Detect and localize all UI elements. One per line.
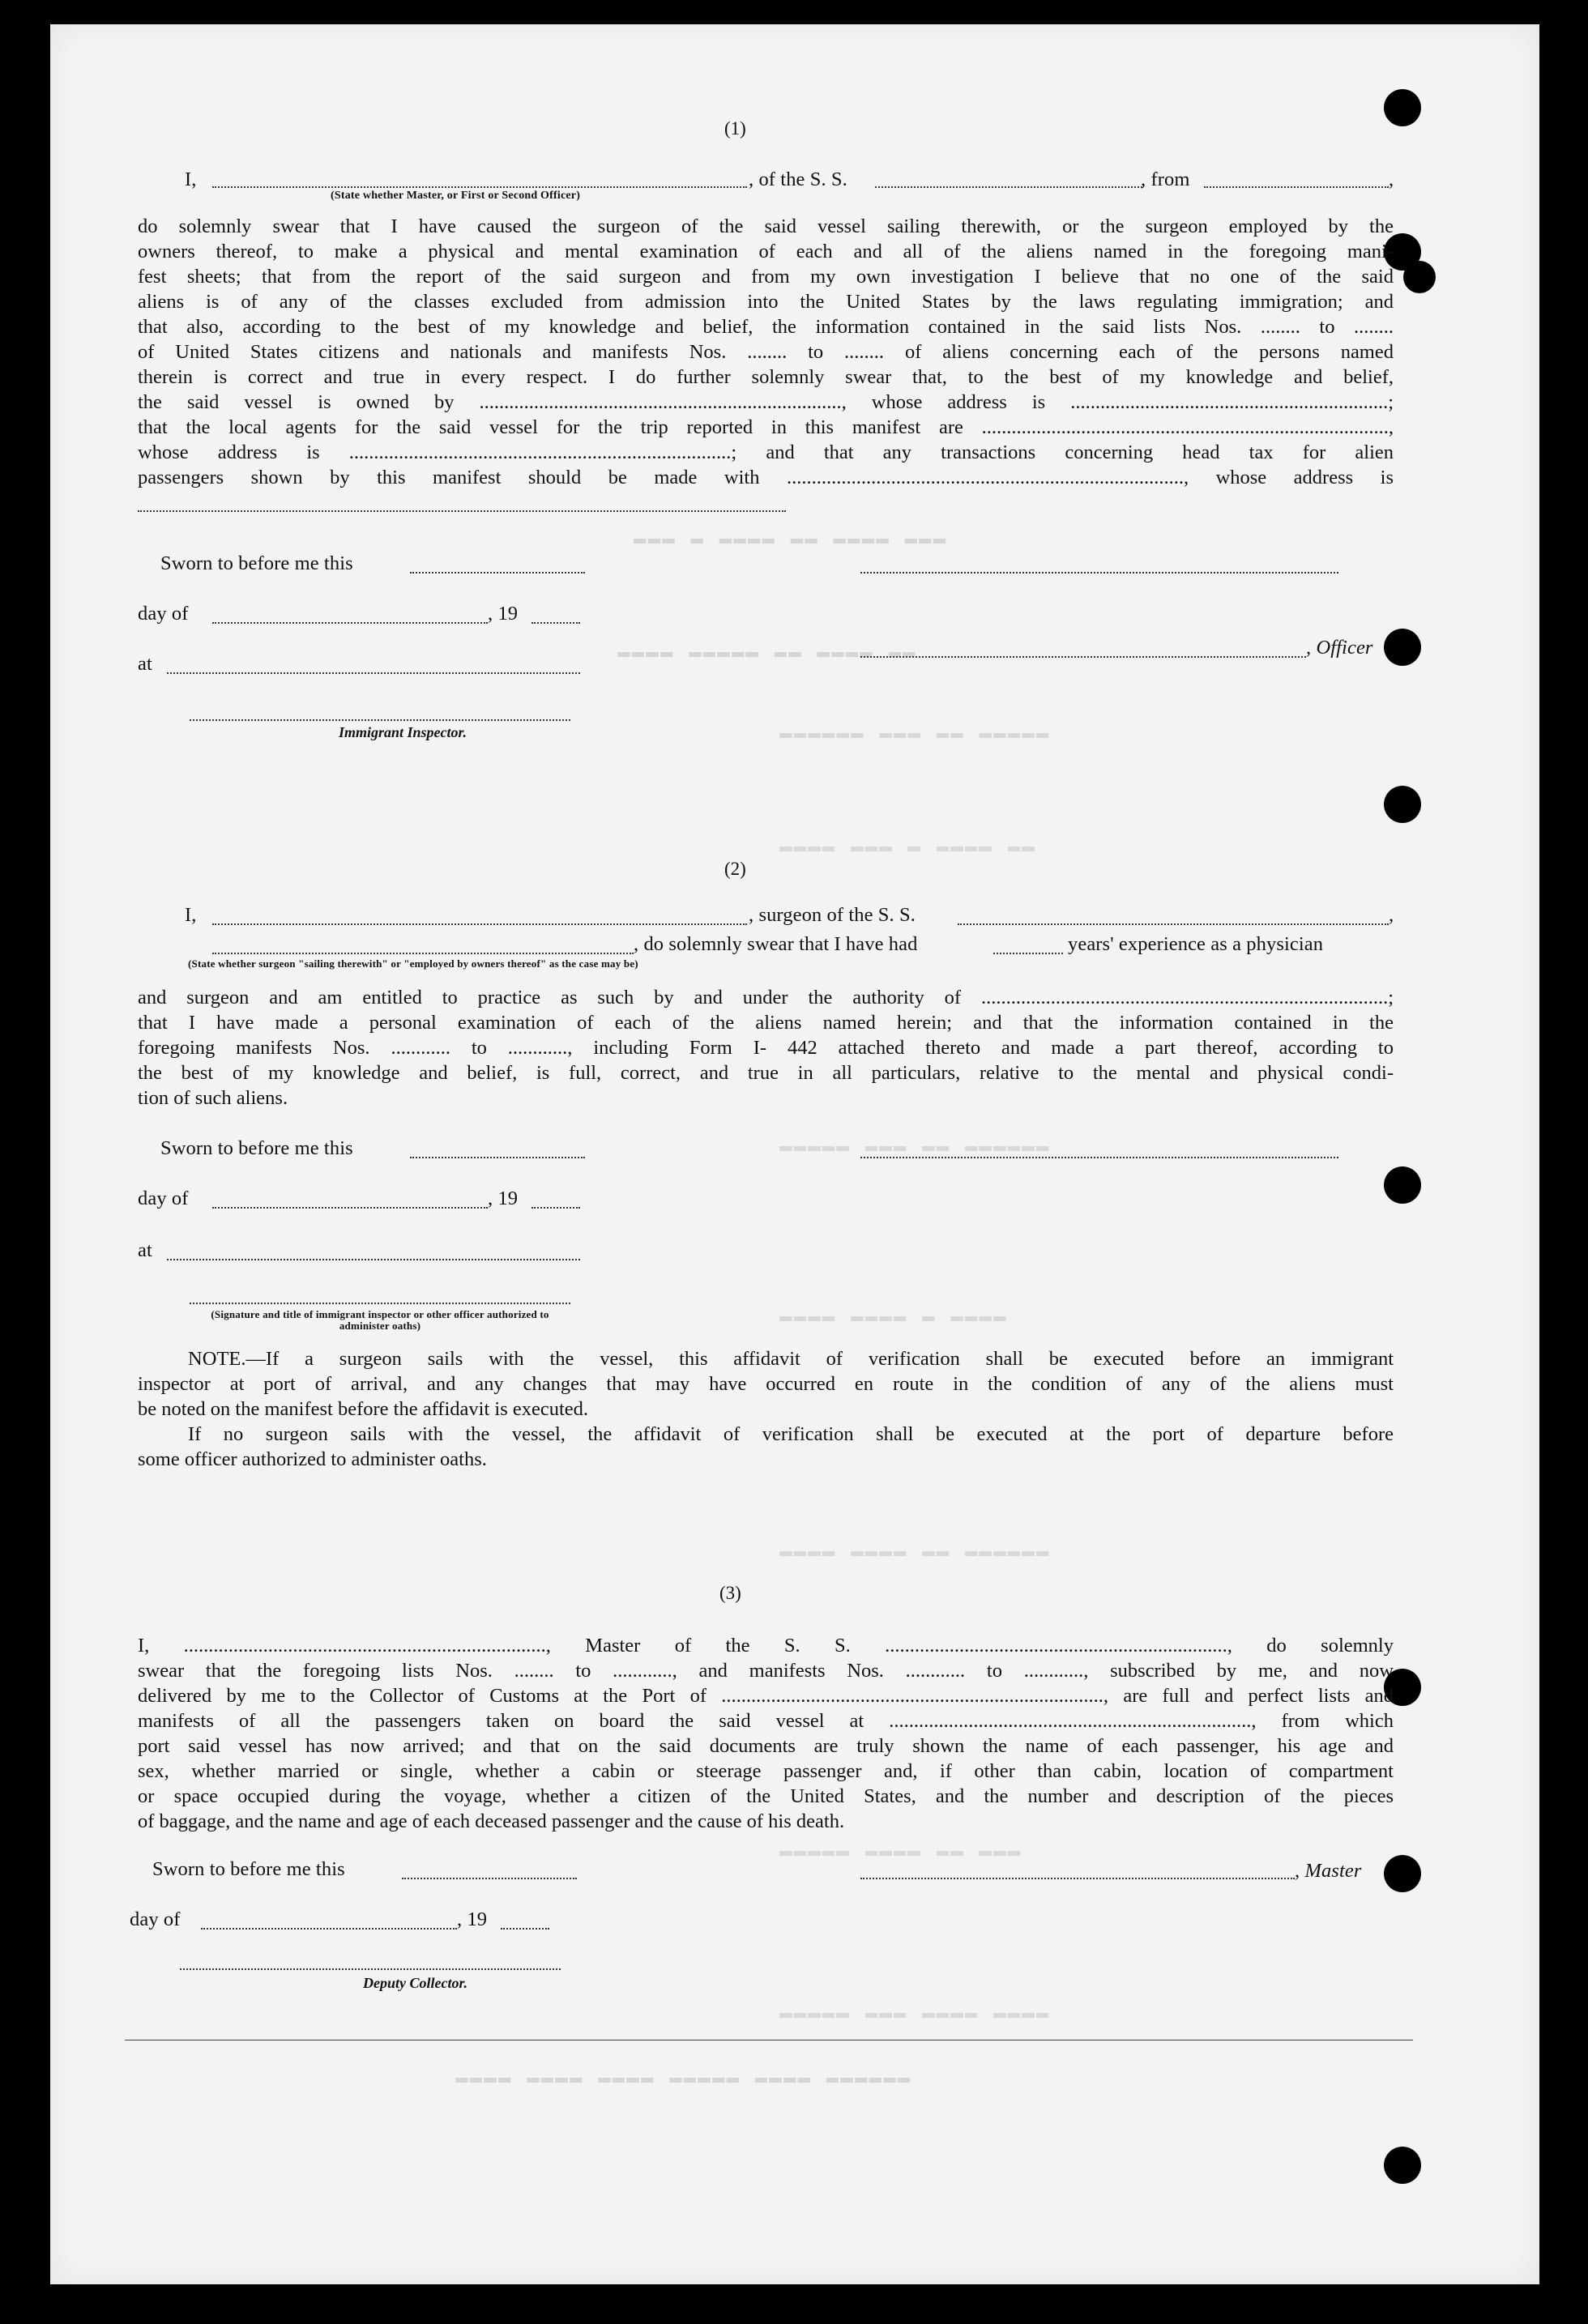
punch-hole xyxy=(1384,2147,1421,2184)
s1-body-line: of United States citizens and nationals and manifests Nos. ........ to ........ of aliens concerning each of the persons named xyxy=(138,341,1394,363)
section-3-number: (3) xyxy=(719,1583,741,1603)
s1-sworn-field[interactable] xyxy=(410,572,585,574)
section-2-number: (2) xyxy=(724,859,746,879)
s1-body-line: that the local agents for the said vessel for the trip reported in this manifest are .................................................................................., xyxy=(138,416,1394,438)
manifest-sheet: ▬▬▬ ▬ ▬▬▬▬ ▬▬ ▬▬▬▬ ▬▬▬ ▬▬▬▬ ▬▬▬▬▬ ▬▬ ▬▬▬▬ ▬▬ ▬▬▬▬▬▬ ▬▬▬ ▬▬ ▬▬▬▬▬ ▬▬▬▬ ▬▬▬ ▬ ▬▬▬▬ ▬▬ ▬▬▬▬▬ ▬▬▬ ▬▬ ▬▬▬▬▬▬ ▬▬▬▬ ▬▬▬▬ ▬ ▬▬▬▬ ▬▬▬▬ ▬▬▬▬ ▬▬ ▬▬▬▬▬▬ ▬▬▬▬▬ ▬▬▬▬ ▬▬ ▬▬▬ ▬▬▬▬▬ ▬▬▬ ▬▬▬▬ ▬▬▬▬ ▬▬▬▬ ▬▬▬▬ ▬▬▬▬ ▬▬▬▬▬ ▬▬▬▬ ▬▬▬▬▬▬ (1) I, , of the S. S. , from , (State whether Master, or First or Second Officer) do solemnly swear that I have caused the surgeon of the said vessel sailing therewith, or the surgeon employed by the owners thereof, to make a physical and mental examination of each and all of the aliens named in the foregoing mani- fest sheets; that from the report of the said surgeon and from my own investigation I believe that no one of the said aliens is of any of the classes excluded from admission into the United States by the laws regulating immigration; and that also, according to the best of my knowledge and belief, the information contained in the said lists Nos. ........ to ........ of United States citizens and nationals and manifests Nos. ........ to ........ of aliens concerning each of the persons named therein is correct and true in every respect. I do further solemnly swear that, to the best of my knowledge and belief, the said vessel is owned by ........................................................................., whose address is ................................................................; that the local agents for the said vessel for the trip reported in this manifest are .................................................................................., whose address is .............................................................................; and that any transactions concerning head tax for alien passengers shown by this manifest should be made with ................................................................................, whose address is Sworn to before me this day of , 19 , Officer at Immigrant Inspector. (2) I, , surgeon of the S. S. , , do solemnly swear that I have had years' experience as a physician (State whether surgeon "sailing therewith" or "employed by owners thereof" as the case may be) and surgeon and am entitled to practice as such by and under the authority of ..................................................................................; that I have made a personal examination of each of the aliens named herein; and that the information contained in the foregoing manifests Nos. ............ to ............, including Form I- 442 attached thereto and made a part thereof, according to the best of my knowledge and belief, is full, correct, and true in all particulars, relative to the mental and physical condi- tion of such aliens. Sworn to before me this day of , 19 at (Signature and title of immigrant inspector or other officer authorized to administer oaths) NOTE.—If a surgeon sails with the vessel, this affidavit of verification shall be executed before an immigrant inspector at port of arrival, and any changes that may have occurred en route in the condition of any of the aliens must be noted on the manifest before the affidavit is executed. If no surgeon sails with the vessel, the affidavit of verification shall be executed at the port of departure before some officer authorized to administer oaths. (3) I, ........................................................................., Master of the S. S. ....................................................................., do solemnly swear that the foregoing lists Nos. ........ to ............, and manifests Nos. ............ to ............, subscribed by me, and now delivered by me to the Collector of Customs at the Port of ............................................................................., are full and perfect lists and manifests of all the passengers taken on board the said vessel at ........................................................................., from which port said vessel has now arrived; and that on the said documents are truly shown the name of each passenger, his age and sex, whether married or single, whether a cabin or steerage passenger and, if other than cabin, location of compartment or space occupied during the voyage, whether a citizen of the United States, and the number and description of the pieces of baggage, and the name and age of each deceased passenger and the cause of his death. Sworn to before me this , Master day of , 19 Deputy Collector. xyxy=(50,24,1539,2284)
s1-day-field[interactable] xyxy=(212,622,488,624)
s2-nineteen: , 19 xyxy=(488,1188,519,1209)
s2-note2-line: If no surgeon sails with the vessel, the affidavit of verification shall be executed at the port of departure before xyxy=(188,1423,1394,1445)
s1-line1-of: , of the S. S. xyxy=(749,168,847,190)
s1-line1-i: I, xyxy=(185,168,197,190)
s1-nineteen: , 19 xyxy=(488,603,519,625)
s1-body-line: the said vessel is owned by ........................................................................., whose address is ................................................................; xyxy=(138,391,1394,413)
s3-day-field[interactable] xyxy=(201,1928,457,1930)
s2-line1-end: , xyxy=(1389,904,1394,926)
s1-body-line: owners thereof, to make a physical and mental examination of each and all of the aliens named in the foregoing mani- xyxy=(138,241,1394,262)
s3-body-line: of baggage, and the name and age of each deceased passenger and the cause of his death. xyxy=(138,1810,845,1832)
s2-day-of: day of xyxy=(138,1188,189,1209)
s1-at: at xyxy=(138,653,152,675)
s2-at-field[interactable] xyxy=(167,1259,580,1260)
s2-signer-caption: (Signature and title of immigrant inspector or other officer authorized to administer oaths) xyxy=(211,1308,549,1332)
s2-note-line: inspector at port of arrival, and any changes that may have occurred en route in the condition of any of the aliens must xyxy=(138,1373,1394,1395)
s3-body-line: sex, whether married or single, whether a cabin or steerage passenger and, if other than cabin, location of compartment xyxy=(138,1760,1394,1782)
s1-caption: (State whether Master, or First or Second Officer) xyxy=(331,190,581,202)
s1-line1-from: , from xyxy=(1141,168,1190,190)
s3-collector-field[interactable] xyxy=(180,1968,561,1970)
s1-year-field[interactable] xyxy=(531,622,580,624)
s1-at-field[interactable] xyxy=(167,672,580,674)
s1-extra-field[interactable] xyxy=(138,510,786,512)
s3-body-line: manifests of all the passengers taken on board the said vessel at ........................................................................., from which xyxy=(138,1710,1394,1732)
s1-officer-sign-field[interactable] xyxy=(860,656,1306,658)
s1-vessel-field[interactable] xyxy=(875,186,1142,188)
s3-sworn: Sworn to before me this xyxy=(152,1858,345,1880)
s2-vessel-field[interactable] xyxy=(958,923,1389,925)
s1-body-line: passengers shown by this manifest should be made with ................................................................................, whose address is xyxy=(138,467,1394,488)
punch-hole xyxy=(1384,629,1421,666)
s2-line2-years: years' experience as a physician xyxy=(1068,933,1324,955)
s2-body-line: and surgeon and am entitled to practice as such by and under the authority of ..................................................................................; xyxy=(138,987,1394,1008)
s1-body-line: aliens is of any of the classes excluded from admission into the United States by the laws regulating immigration; and xyxy=(138,291,1394,313)
s2-day-field[interactable] xyxy=(212,1207,488,1209)
s2-years-field[interactable] xyxy=(993,953,1063,954)
s3-sworn-field[interactable] xyxy=(402,1878,577,1879)
s2-sworn: Sworn to before me this xyxy=(160,1137,353,1159)
s2-sworn-field[interactable] xyxy=(410,1157,585,1158)
punch-hole xyxy=(1384,1855,1421,1892)
s2-surgeon-name-field[interactable] xyxy=(212,923,747,925)
s1-officer-label: , Officer xyxy=(1306,637,1373,659)
s1-sworn: Sworn to before me this xyxy=(160,552,353,574)
s2-status-field[interactable] xyxy=(212,953,634,954)
punch-hole xyxy=(1403,261,1436,293)
s2-signature-field[interactable] xyxy=(860,1157,1338,1158)
s2-year-field[interactable] xyxy=(531,1207,580,1209)
s1-signer: Immigrant Inspector. xyxy=(339,724,467,740)
s3-nineteen: , 19 xyxy=(457,1908,488,1930)
s3-body-line: I, ........................................................................., Master of the S. S. ....................................................................., do solemnly xyxy=(138,1635,1394,1657)
s1-body-line: therein is correct and true in every respect. I do further solemnly swear that, to the best of my knowledge and belief, xyxy=(138,366,1394,388)
s3-body-line: port said vessel has now arrived; and that on the said documents are truly shown the name of each passenger, his age and xyxy=(138,1735,1394,1757)
s2-note2-line: some officer authorized to administer oaths. xyxy=(138,1448,487,1470)
punch-hole xyxy=(1384,1166,1421,1204)
s2-body-line: that I have made a personal examination of each of the aliens named herein; and that the information contained in the xyxy=(138,1012,1394,1034)
s2-body-line: tion of such aliens. xyxy=(138,1087,288,1109)
s1-body-line: fest sheets; that from the report of the said surgeon and from my own investigation I believe that no one of the said xyxy=(138,266,1394,288)
s2-line2-swear: , do solemnly swear that I have had xyxy=(634,933,918,955)
s1-signature-field[interactable] xyxy=(860,572,1338,574)
section-1-number: (1) xyxy=(724,118,746,139)
s3-body-line: or space occupied during the voyage, whether a citizen of the United States, and the number and description of the pieces xyxy=(138,1785,1394,1807)
s1-body-line: whose address is .............................................................................; and that any transactions concerning head tax for alien xyxy=(138,441,1394,463)
s1-line1-end: , xyxy=(1389,168,1394,190)
punch-hole xyxy=(1384,786,1421,823)
s3-year-field[interactable] xyxy=(501,1928,549,1930)
s2-at: at xyxy=(138,1239,152,1261)
s2-body-line: foregoing manifests Nos. ............ to ............, including Form I- 442 attached thereto and made a part thereof, according to xyxy=(138,1037,1394,1059)
s3-body-line: delivered by me to the Collector of Customs at the Port of ............................................................................., are full and perfect lists and xyxy=(138,1685,1394,1707)
s3-body-line: swear that the foregoing lists Nos. ........ to ............, and manifests Nos. ............ to ............, subscribed by me, and now xyxy=(138,1660,1394,1682)
s2-inspector-field[interactable] xyxy=(190,1303,570,1304)
s2-line1-surgeon: , surgeon of the S. S. xyxy=(749,904,916,926)
s3-signer: Deputy Collector. xyxy=(363,1975,467,1991)
s1-body-line: do solemnly swear that I have caused the surgeon of the said vessel sailing therewith, or the surgeon employed by the xyxy=(138,215,1394,237)
s2-note-line: be noted on the manifest before the affidavit is executed. xyxy=(138,1398,589,1420)
s1-officer-field[interactable] xyxy=(212,186,747,188)
s3-day-of: day of xyxy=(130,1908,181,1930)
s3-master-field[interactable] xyxy=(860,1878,1295,1879)
s2-caption: (State whether surgeon "sailing therewith" or "employed by owners thereof" as the case may be) xyxy=(188,957,638,970)
s1-inspector-field[interactable] xyxy=(190,719,570,721)
punch-hole xyxy=(1384,89,1421,126)
s2-note-line: NOTE.—If a surgeon sails with the vessel, this affidavit of verification shall be executed before an immigrant xyxy=(188,1348,1394,1370)
s1-body-line: that also, according to the best of my knowledge and belief, the information contained in the said lists Nos. ........ to ........ xyxy=(138,316,1394,338)
s1-from-field[interactable] xyxy=(1204,186,1389,188)
s1-day-of: day of xyxy=(138,603,189,625)
s2-body-line: the best of my knowledge and belief, is full, correct, and true in all particulars, relative to the mental and physical condi- xyxy=(138,1062,1394,1084)
s3-master-label: , Master xyxy=(1295,1860,1362,1882)
s2-line1-i: I, xyxy=(185,904,197,926)
